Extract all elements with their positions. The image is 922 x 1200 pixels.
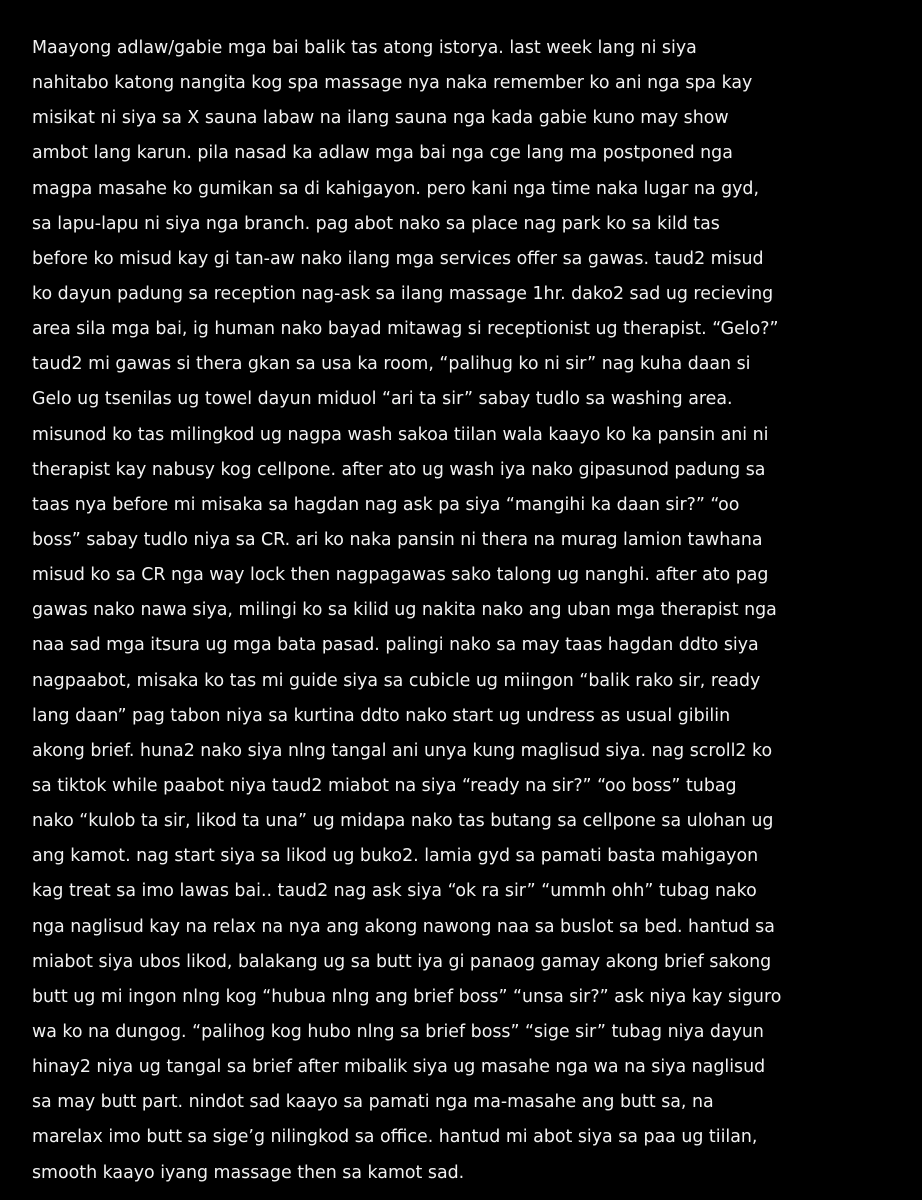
text-line: magpa masahe ko gumikan sa di kahigayon. pero kani nga time naka lugar na gyd, [32,178,759,199]
text-line: miabot siya ubos likod, balakang ug sa butt iya gi panaog gamay akong brief sakong [32,951,772,972]
text-line: wa ko na dungog. “palihog kog hubo nlng sa brief boss” “sige sir” tubag niya dayun [32,1021,764,1042]
text-line: lang daan” pag tabon niya sa kurtina ddto nako start ug undress as usual gibilin [32,705,731,726]
text-line: kag treat sa imo lawas bai.. taud2 nag ask siya “ok ra sir” “ummh ohh” tubag nako [32,881,757,902]
text-line: ambot lang karun. pila nasad ka adlaw mga bai nga cge lang ma postponed nga [32,143,733,164]
text-line: before ko misud kay gi tan-aw nako ilang mga services offer sa gawas. taud2 misud [32,248,764,269]
text-line: marelax imo butt sa sige’g nilingkod sa office. hantud mi abot siya sa paa ug tiilan, [32,1127,758,1148]
text-line: sa tiktok while paabot niya taud2 miabot na siya “ready na sir?” “oo boss” tubag [32,775,737,796]
text-line: naa sad mga itsura ug mga bata pasad. palingi nako sa may taas hagdan ddto siya [32,635,759,656]
text-line: Maayong adlaw/gabie mga bai balik tas atong istorya. last week lang ni siya [32,38,697,58]
text-line: area sila mga bai, ig human nako bayad mitawag si receptionist ug therapist. “Gelo?” [32,319,779,340]
text-line: nahitabo katong nangita kog spa massage nya naka remember ko ani nga spa kay [32,73,753,94]
text-line: smooth kaayo iyang massage then sa kamot sad. [32,1162,465,1183]
body-text [32,31,781,1191]
text-line: nako “kulob ta sir, likod ta una” ug midapa nako tas butang sa cellpone sa ulohan ug [32,811,774,832]
text-line: therapist kay nabusy kog cellpone. after ato ug wash iya nako gipasunod padung sa [32,459,766,480]
text-line: ko dayun padung sa reception nag-ask sa ilang massage 1hr. dako2 sad ug recieving [32,283,774,304]
text-line: taas nya before mi misaka sa hagdan nag ask pa siya “mangihi ka daan sir?” “oo [32,494,740,515]
text-line: misunod ko tas milingkod ug nagpa wash sakoa tiilan wala kaayo ko ka pansin ani ni [32,424,769,445]
text-line: akong brief. huna2 nako siya nlng tangal ani unya kung maglisud siya. nag scroll2 ko [32,740,773,761]
text-line: misikat ni siya sa X sauna labaw na ilang sauna nga kada gabie kuno may show [32,108,729,129]
text-line: misud ko sa CR nga way lock then nagpagawas sako talong ug nanghi. after ato pag [32,565,769,586]
text-line: nagpaabot, misaka ko tas mi guide siya sa cubicle ug miingon “balik rako sir, ready [32,670,761,691]
text-line: nga naglisud kay na relax na nya ang akong nawong naa sa buslot sa bed. hantud sa [32,916,775,937]
text-line: hinay2 niya ug tangal sa brief after mibalik siya ug masahe nga wa na siya naglisud [32,1057,766,1078]
text-line: butt ug mi ingon nlng kog “hubua nlng ang brief boss” “unsa sir?” ask niya kay siguro [32,986,782,1007]
text-line: Gelo ug tsenilas ug towel dayun miduol “ari ta sir” sabay tudlo sa washing area. [32,389,733,410]
text-line: sa may butt part. nindot sad kaayo sa pamati nga ma-masahe ang butt sa, na [32,1092,714,1113]
text-line: ang kamot. nag start siya sa likod ug buko2. lamia gyd sa pamati basta mahigayon [32,846,759,867]
text-line: sa lapu-lapu ni siya nga branch. pag abot nako sa place nag park ko sa kild tas [32,213,720,234]
text-line: taud2 mi gawas si thera gkan sa usa ka room, “palihug ko ni sir” nag kuha daan si [32,354,751,375]
text-line: gawas nako nawa siya, milingi ko sa kilid ug nakita nako ang uban mga therapist nga [32,600,777,621]
text-line: boss” sabay tudlo niya sa CR. ari ko naka pansin ni thera na murag lamion tawhana [32,529,763,550]
